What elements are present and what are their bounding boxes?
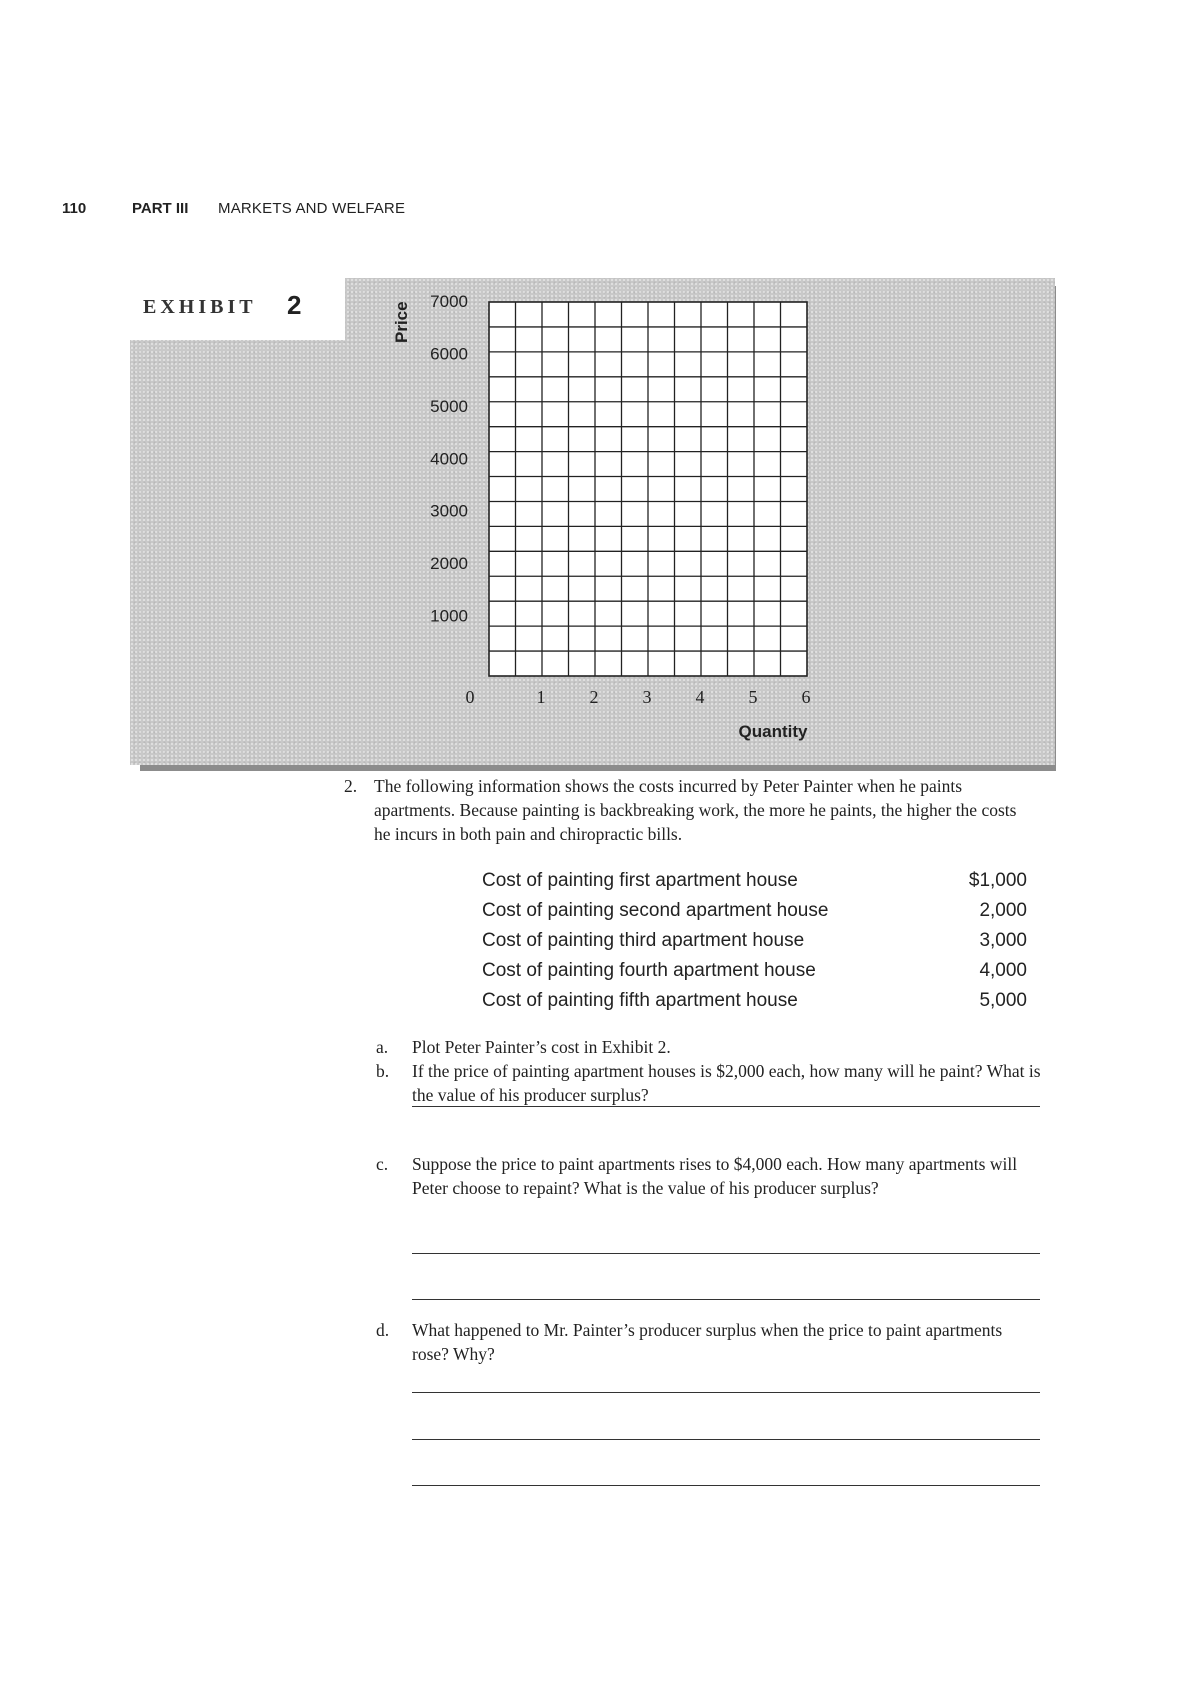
subquestion-text: Plot Peter Painter’s cost in Exhibit 2. [412,1037,671,1057]
y-tick-label: 6000 [430,344,468,364]
cost-row [482,990,1027,1020]
exhibit-label: EXHIBIT [143,296,257,318]
subquestion-text: Suppose the price to paint apartments rises to $4,000 each. How many apartments will Peter choose to repaint? What is the value of his producer surplus? [412,1154,1018,1198]
cost-value: $1,000 [968,870,1027,891]
cost-value: 2,000 [979,900,1027,921]
exhibit-chart [0,0,1191,780]
cost-row [482,870,1027,900]
subquestion-letter: a. [376,1037,389,1057]
x-tick-label: 3 [642,687,652,707]
cost-value: 4,000 [979,960,1027,981]
subquestion-b [376,1059,1041,1107]
x-tick-label: 4 [695,687,705,707]
cost-label: Cost of painting fifth apartment house [482,990,798,1011]
y-tick-label: 5000 [430,396,468,416]
question-text: The following information shows the costs incurred by Peter Painter when he paints apartments. Because painting is backbreaking work, the more he paints, the higher the costs he incurs in both pain and chiropractic bills. [374,776,1017,844]
subquestion-letter: d. [376,1320,390,1340]
section-title: MARKETS AND WELFARE [218,200,406,217]
subquestion-text: What happened to Mr. Painter’s producer surplus when the price to paint apartments rose? Why? [412,1320,1003,1364]
y-tick-label: 1000 [430,606,468,626]
x-tick-label: 6 [801,687,811,707]
subquestion-letter: b. [376,1061,390,1081]
cost-label: Cost of painting fourth apartment house [482,960,816,981]
page-number: 110 [62,200,87,217]
question-2 [346,774,1036,846]
subquestion-d [376,1318,1041,1366]
answer-line[interactable] [412,1485,1040,1486]
x-tick-label: 5 [748,687,758,707]
answer-line[interactable] [412,1253,1040,1254]
answer-line[interactable] [412,1439,1040,1440]
y-tick-label: 4000 [430,449,468,469]
subquestion-text: If the price of painting apartment houses is $2,000 each, how many will he paint? What is the value of his producer surplus? [412,1061,1041,1105]
subquestion-c [376,1152,1041,1200]
cost-label: Cost of painting second apartment house [482,900,829,921]
answer-line[interactable] [412,1106,1040,1107]
part-label: PART III [132,200,189,217]
cost-row [482,900,1027,930]
cost-value: 3,000 [979,930,1027,951]
cost-label: Cost of painting third apartment house [482,930,805,951]
exhibit-number: 2 [287,290,302,320]
cost-row [482,960,1027,990]
y-tick-label: 7000 [430,292,468,311]
subquestion-a [376,1035,1041,1059]
cost-row [482,930,1027,960]
y-axis-label: Price [392,301,411,343]
question-number: 2. [344,776,358,796]
cost-table [482,870,1027,1020]
x-tick-label: 2 [589,687,599,707]
answer-line[interactable] [412,1392,1040,1393]
cost-label: Cost of painting first apartment house [482,870,798,891]
x-axis-label: Quantity [738,722,808,741]
x-tick-label: 1 [536,687,546,707]
y-tick-label: 3000 [430,501,468,521]
answer-line[interactable] [412,1299,1040,1300]
cost-value: 5,000 [979,990,1027,1011]
x-tick-label: 0 [465,687,475,707]
y-tick-label: 2000 [430,554,468,574]
subquestion-letter: c. [376,1154,389,1174]
